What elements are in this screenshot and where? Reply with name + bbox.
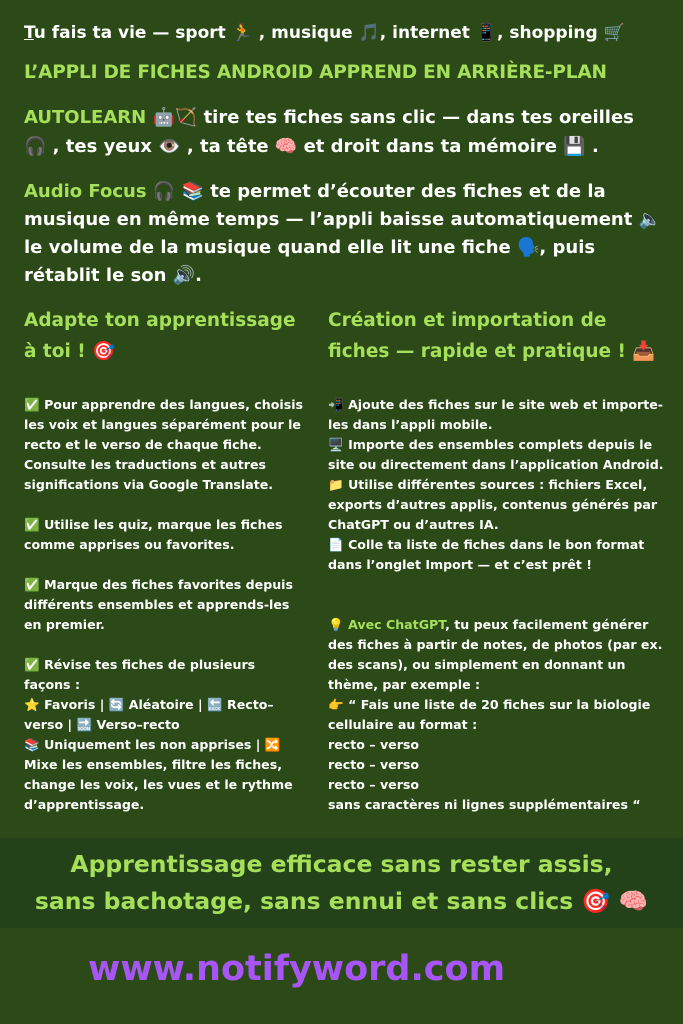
headphones-books-icon: 🎧 📚 [146, 181, 204, 202]
audio-focus-text-1: te permet d’écouter des fiches et de la [203, 181, 606, 202]
right-block1-line: ChatGPT ou d’autres IA. [328, 517, 499, 532]
left-block4-line: ✅ Révise tes fiches de plusieurs [24, 657, 256, 672]
right-column-title [328, 305, 673, 367]
right-block2-line: recto – verso [328, 777, 420, 792]
left-block4-line: verso | 🔜 Verso–recto [24, 717, 180, 732]
left-column-body [24, 395, 334, 815]
audio-focus-text-4: rétablit le son 🔊. [24, 265, 202, 286]
headline: L’APPLI DE FICHES ANDROID APPREND EN ARRIÈRE-PLAN [24, 62, 607, 83]
website-link[interactable]: www.notifyword.com [88, 949, 506, 989]
right-block2-line: sans caractères ni lignes supplémentaires “ [328, 797, 641, 812]
left-block4-line: Mixe les ensembles, filtre les fiches, [24, 757, 282, 772]
spacer [24, 635, 334, 655]
spacer [24, 495, 334, 515]
right-block2-line: des scans), ou simplement en donnant un [328, 657, 626, 672]
right-block1-line: 📲 Ajoute des fiches sur le site web et importe- [328, 397, 664, 412]
banner-line-1: Apprentissage efficace sans rester assis, [70, 850, 613, 878]
autolearn-line-1 [24, 103, 664, 132]
left-title-line-1: Adapte ton apprentissage [24, 310, 296, 331]
audio-focus-text-2: musique en même temps — l’appli baisse automatiquement 🔈 [24, 209, 662, 230]
right-block2-line: 👉 “ Fais une liste de 20 fiches sur la biologie [328, 697, 651, 712]
autolearn-text-1: tire tes fiches sans clic — dans tes oreilles [197, 107, 634, 128]
left-block4-line: change les voix, les vues et le rythme [24, 777, 293, 792]
left-block4-line: d’apprentissage. [24, 797, 145, 812]
left-title-line-2: à toi ! 🎯 [24, 341, 116, 362]
right-block1-line: 📄 Colle ta liste de fiches dans le bon format [328, 537, 645, 552]
right-block2-line: recto – verso [328, 757, 420, 772]
right-column-body [328, 395, 673, 815]
autolearn-paragraph [24, 103, 664, 161]
right-title-line-2: fiches — rapide et pratique ! 📥 [328, 341, 656, 362]
autolearn-name: AUTOLEARN [24, 107, 147, 128]
left-block1-line: ✅ Pour apprendre des langues, choisis [24, 397, 304, 412]
autolearn-text-2: 🎧 , tes yeux 👁️ , ta tête 🧠 et droit dans ta mémoire 💾 . [24, 136, 599, 157]
intro-text: u fais ta vie — sport 🏃 , musique 🎵, internet 📱, shopping 🛒 [33, 23, 625, 43]
left-column-title [24, 305, 324, 367]
left-block1-line: significations via Google Translate. [24, 477, 274, 492]
audio-focus-text-3: le volume de la musique quand elle lit une fiche 🗣️, puis [24, 237, 596, 258]
left-block4-line: ⭐ Favoris | 🔄 Aléatoire | 🔙 Recto– [24, 697, 274, 712]
left-block1-line: les voix et langues séparément pour le [24, 417, 301, 432]
right-title-line-1: Création et importation de [328, 310, 607, 331]
right-block2-line: recto – verso [328, 737, 420, 752]
intro-first-letter: T [24, 23, 34, 43]
right-block1-line: 📁 Utilise différentes sources : fichiers Excel, [328, 477, 648, 492]
intro-line [24, 20, 664, 46]
robot-bow-icon: 🤖🏹 [152, 107, 198, 128]
left-block1-line: Consulte les traductions et autres [24, 457, 267, 472]
chatgpt-line [328, 615, 673, 635]
left-block3-line: différents ensembles et apprends-les [24, 597, 290, 612]
left-block4-line: façons : [24, 677, 80, 692]
spacer [328, 575, 673, 615]
left-block3-line: ✅ Marque des fiches favorites depuis [24, 577, 293, 592]
right-block1-line: site ou directement dans l’application Android. [328, 457, 664, 472]
right-block2-line: des fiches à partir de notes, de photos (par ex. [328, 637, 663, 652]
left-block2-line: comme apprises ou favorites. [24, 537, 235, 552]
audio-focus-line-1 [24, 178, 664, 206]
banner-line-2: sans bachotage, sans ennui et sans clics 🎯 🧠 [34, 887, 649, 915]
right-block2-line: thème, par exemple : [328, 677, 481, 692]
left-block4-line: 📚 Uniquement les non apprises | 🔀 [24, 737, 281, 752]
right-block1-line: 🖥️ Importe des ensembles complets depuis le [328, 437, 653, 452]
left-block1-line: recto et le verso de chaque fiche. [24, 437, 262, 452]
right-block1-line: les dans l’appli mobile. [328, 417, 493, 432]
chatgpt-text: , tu peux facilement générer [445, 617, 649, 632]
spacer [24, 555, 334, 575]
banner-text [0, 846, 683, 920]
left-block3-line: en premier. [24, 617, 105, 632]
right-block1-line: exports d’autres applis, contenus générés par [328, 497, 658, 512]
audio-focus-name: Audio Focus [24, 181, 147, 202]
chatgpt-label: 💡 Avec ChatGPT [328, 617, 446, 632]
left-block2-line: ✅ Utilise les quiz, marque les fiches [24, 517, 283, 532]
right-block1-line: dans l’onglet Import — et c’est prêt ! [328, 557, 592, 572]
audio-focus-paragraph [24, 178, 664, 290]
right-block2-line: cellulaire au format : [328, 717, 478, 732]
